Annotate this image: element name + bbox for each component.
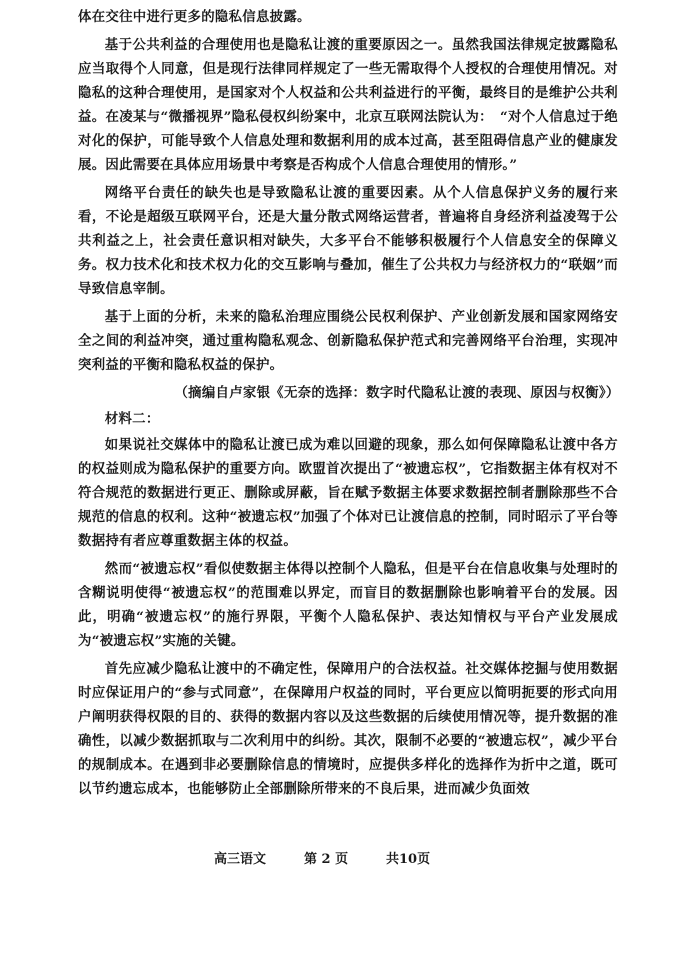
paragraph-measures: 首先应减少隐私让渡中的不确定性，保障用户的合法权益。社交媒体挖掘与使用数据时应保证用户的“参与式同意”，在保障用户权益的同时，平台更应以简明扼要的形式向用户阐明获得权限的目的、获得的数据内容以及这些数据的后续使用情况等，提升数据的准确性，以减少数据抓取与二次利用中的纠纷。其次，限制不必要的“被遗忘权”，减少平台的规制成本。在遇到非必要删除信息的情境时，应提供多样化的选择作为折中之道，既可以节约遗忘成本，也能够防止全部删除所带来的不良后果，进而减少负面效 [78,661,618,797]
paragraph-platform-responsibility: 网络平台责任的缺失也是导致隐私让渡的重要因素。从个人信息保护义务的履行来看，不论是超级互联网平台，还是大量分散式网络运营者，普遍将自身经济利益凌驾于公共利益之上，社会责任意识相对缺失，大多平台不能够积极履行个人信息安全的保障义务。权力技术化和技术权力化的交互影响与叠加，催生了公共权力与经济权力的“联姻”而导致信息宰制。 [78,185,618,297]
footer-subject: 高三语文 [214,852,267,867]
paragraph-right-to-be-forgotten: 如果说社交媒体中的隐私让渡已成为难以回避的现象，那么如何保障隐私让渡中各方的权益则成为隐私保护的重要方向。欧盟首次提出了“被遗忘权”，它指数据主体有权对不符合规范的数据进行更正、删除或屏蔽，旨在赋予数据主体要求数据控制者删除那些不合规范的信息的权利。这种“被遗忘权”加强了个体对已让渡信息的控制，同时昭示了平台等数据持有者应尊重数据主体的权益。 [78,437,618,549]
paragraph-public-interest: 基于公共利益的合理使用也是隐私让渡的重要原因之一。虽然我国法律规定披露隐私应当取得个人同意，但是现行法律同样规定了一些无需取得个人授权的合理使用情况。对隐私的这种合理使用，是国家对个人权益和公共利益进行的平衡，最终目的是维护公共利益。在凌某与“微播视界”隐私侵权纠纷案中，北京互联网法院认为： “对个人信息过于绝对化的保护，可能导致个人信息处理和数据利用的成本过高，甚至阻碍信息产业的健康发展。因此需要在具体应用场景中考察是否构成个人信息合理使用的情形。” [78,37,618,173]
source-citation: （摘编自卢家银《无奈的选择：数字时代隐私让渡的表现、原因与权衡》） [174,385,620,401]
document-body [78,5,618,805]
material-two-label: 材料二： [104,411,160,427]
paragraph-continued: 体在交往中进行更多的隐私信息披露。 [78,9,311,25]
footer-total-pages: 共10页 [386,852,431,867]
page-footer [214,848,474,867]
footer-page-number: 第 2 页 [304,852,349,867]
paragraph-conclusion: 基于上面的分析，未来的隐私治理应围绕公民权利保护、产业创新发展和国家网络安全之间的利益冲突，通过重构隐私观念、创新隐私保护范式和完善网络平台治理，实现冲突利益的平衡和隐私权益的保护。 [78,309,618,373]
paragraph-boundaries: 然而“被遗忘权”看似使数据主体得以控制个人隐私，但是平台在信息收集与处理时的含糊说明使得“被遗忘权”的范围难以界定，而盲目的数据删除也影响着平台的发展。因此，明确“被遗忘权”的施行界限，平衡个人隐私保护、表达知情权与平台产业发展成为“被遗忘权”实施的关键。 [78,561,618,649]
